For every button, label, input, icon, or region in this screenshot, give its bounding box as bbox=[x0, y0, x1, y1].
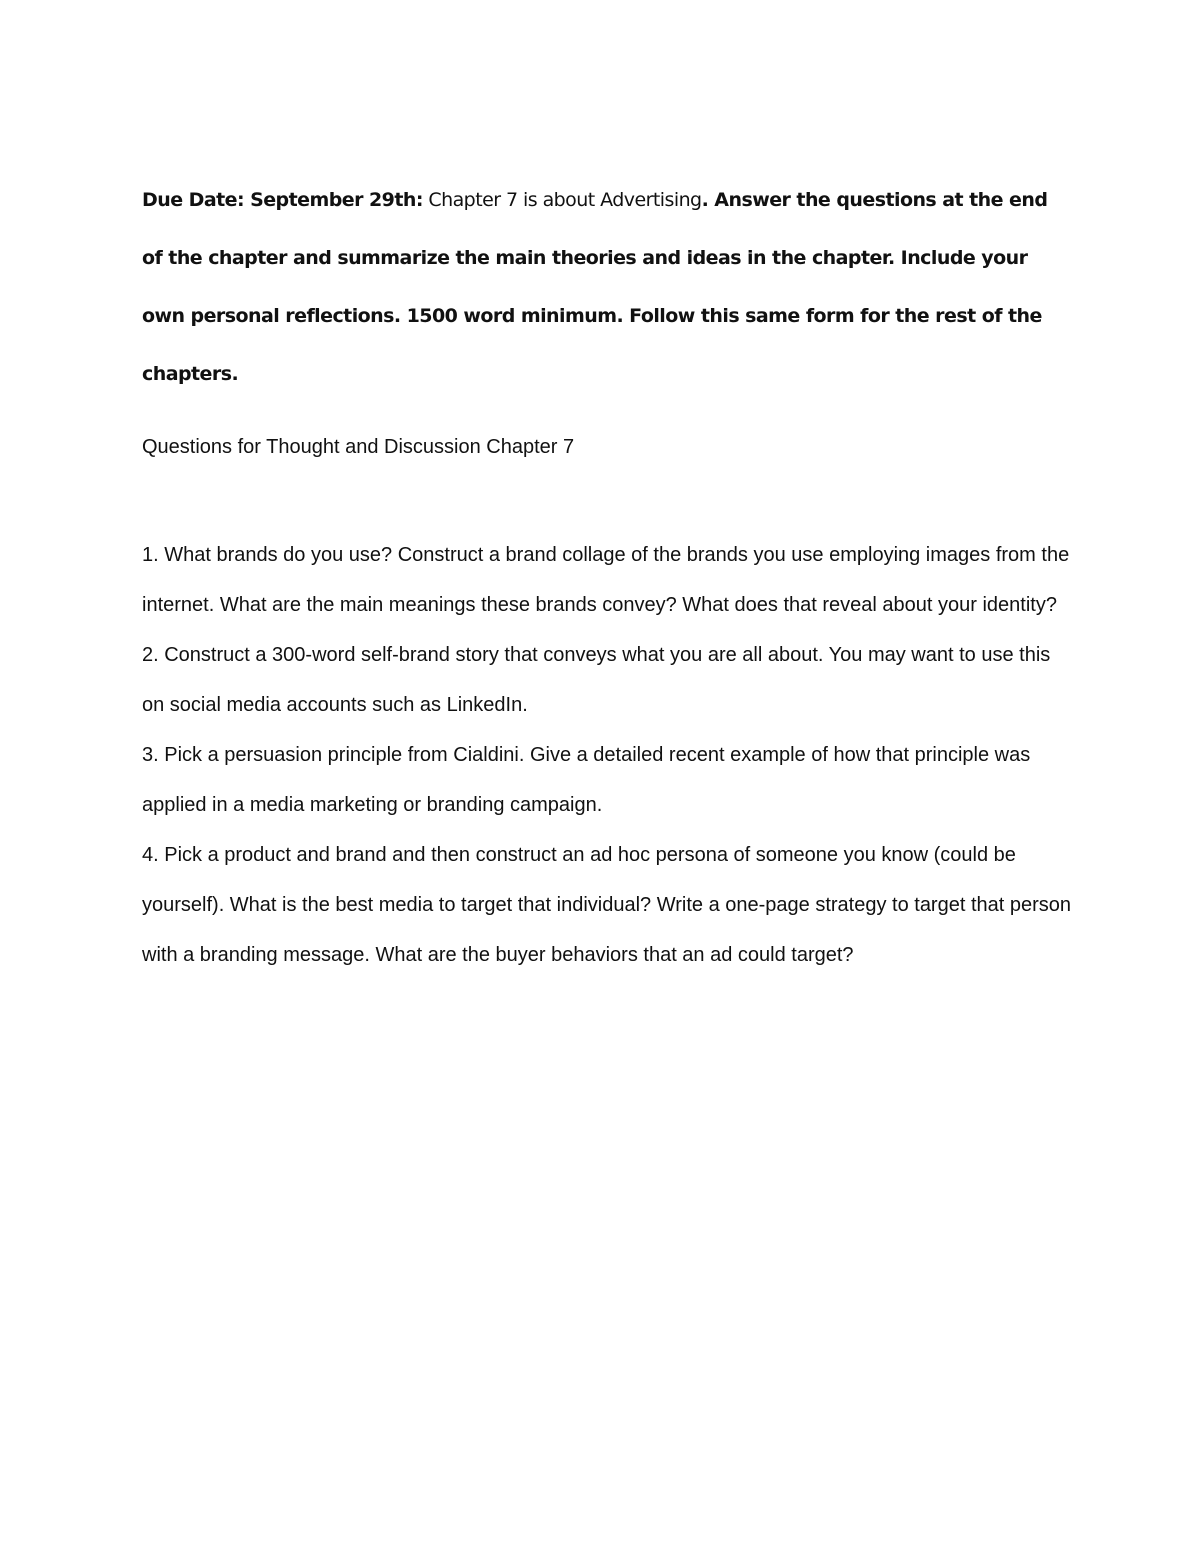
questions-list bbox=[142, 530, 1072, 980]
question-item: 2. Construct a 300-word self-brand story that conveys what you are all about. You may want to use this on social media accounts such as LinkedIn. bbox=[142, 644, 1051, 716]
question-item: 3. Pick a persuasion principle from Cialdini. Give a detailed recent example of how that principle was applied in a media marketing or branding campaign. bbox=[142, 744, 1031, 816]
question-item: 1. What brands do you use? Construct a brand collage of the brands you use employing images from the internet. What are the main meanings these brands convey? What does that reveal about your identity? bbox=[142, 544, 1070, 616]
instructions-text: . Answer the questions at the end of the chapter and summarize the main theories and ideas in the chapter. Include your own personal reflections. 1500 word minimum. Follow this same form for the rest of the chapters. bbox=[142, 189, 1048, 385]
due-date-label: Due Date: September 29th: bbox=[142, 189, 423, 211]
chapter-topic-text: Chapter 7 is about Advertising bbox=[422, 189, 702, 211]
assignment-instructions bbox=[142, 171, 1072, 403]
questions-heading: Questions for Thought and Discussion Chapter 7 bbox=[142, 436, 575, 458]
question-item: 4. Pick a product and brand and then construct an ad hoc persona of someone you know (could be yourself). What is the best media to target that individual? Write a one-page strategy to target that person with a branding message. What are the buyer behaviors that an ad could target? bbox=[142, 844, 1072, 966]
